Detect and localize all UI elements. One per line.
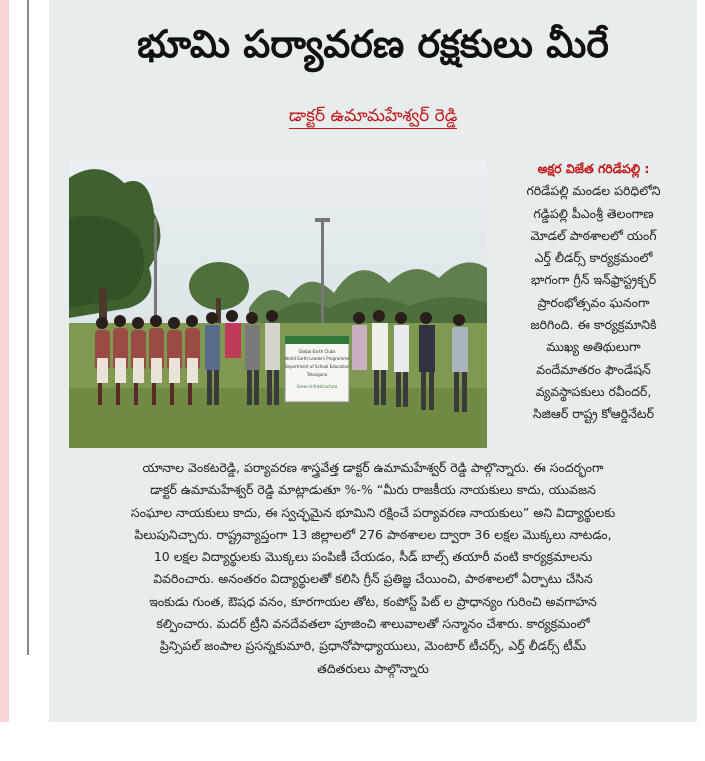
text-line: యానాల వెంకటరెడ్డి, పర్యావరణ శాస్త్రవేత్త డాక్టర్ ఉమామహేశ్వర్ రెడ్డి పాల్గొన్నారు. ఈ సందర్భంగా xyxy=(142,460,604,475)
text-line: సిజిఆర్ రాష్ట్ర కోఆర్డినేటర్ xyxy=(533,406,654,422)
banner-line-1: Global Earth Clubs xyxy=(298,349,336,354)
text-line: భాగంగా గ్రీన్ ఇన్‌ఫ్రాస్ట్రక్చర్ xyxy=(530,272,657,288)
text-line: జరిగింది. ఈ కార్యక్రమానికి xyxy=(530,317,657,333)
text-line: పిలుపునిచ్చారు. రాష్ట్రవ్యాప్తంగా 13 జిల్లాలలో 276 పాఠశాలల ద్వారా 36 లక్షల మొక్కలు నాటడం, xyxy=(134,526,612,542)
text-line: గడ్డిపల్లి పీఎంశ్రీ తెలంగాణ xyxy=(533,205,654,221)
news-clipping xyxy=(49,0,697,722)
banner-line-3: Department of School Education xyxy=(284,364,350,369)
banner-line-2: World Earth Leaders Programme xyxy=(284,356,350,361)
text-line: కల్పించారు. మదర్ ట్రీని వనదేవతలా పూజించి శాలువాలతో సన్మానం చేశారు. కార్యక్రమంలో xyxy=(156,616,590,632)
page-edge-strip xyxy=(0,0,9,722)
dateline: అక్షర విజేత గరిడేపల్లి : xyxy=(537,161,650,176)
text-line: ప్రారంభోత్సవం ఘనంగా xyxy=(537,294,650,310)
text-line: వందేమాతరం ఫౌండేషన్ xyxy=(536,361,651,377)
byline xyxy=(49,106,697,130)
margin-rule xyxy=(27,0,29,655)
cropped-top-text xyxy=(93,0,303,3)
text-line: ఎర్త్ లీడర్స్ కార్యక్రమంలో xyxy=(534,250,653,266)
text-line: ప్రిన్సిపల్ జంపాల ప్రసన్నకుమారి, ప్రధానోపాధ్యాయులు, మెంటార్ టీచర్స్, ఎర్త్ లీడర్స్ టీమ్ xyxy=(159,638,587,654)
article-body xyxy=(63,457,683,680)
text-line: తదితరులు పాల్గొన్నారు xyxy=(317,660,429,676)
byline-text: డాక్టర్ ఉమామహేశ్వర్ రెడ్డి xyxy=(289,106,458,129)
text-line: ముఖ్య అతిథులుగా xyxy=(546,339,641,355)
article-photo xyxy=(69,158,487,448)
text-line: 10 లక్షల విద్యార్థులకు మొక్కలు పంపిణీ చేయడం, సీడ్ బాల్స్ తయారీ వంటి కార్యక్రమాలను xyxy=(153,549,593,565)
column-text xyxy=(497,180,690,425)
text-line: సంఘాల నాయకులు కాదు, ఈ స్వచ్ఛమైన భూమిని రక్షించే పర్యావరణ నాయకులు” అని విద్యార్థులకు xyxy=(130,504,616,520)
article-column xyxy=(497,158,690,426)
text-line: వివరించారు. అనంతరం విద్యార్థులతో కలిసి గ్రీన్ ప్రతిజ్ఞ చేయించి, పాఠశాలలో ఏర్పాటు చేసిన xyxy=(153,571,593,587)
banner-line-4: Telangana xyxy=(306,372,328,377)
text-line: ఇంకుడు గుంత, ఔషధ వనం, కూరగాయల తోట, కంపోస్ట్ పిట్ ల ప్రాధాన్యం గురించి అవగాహన xyxy=(149,593,597,609)
event-banner xyxy=(284,336,350,402)
text-line: డాక్టర్ ఉమామహేశ్వర్ రెడ్డి మాట్లాడుతూ %-% “మీరు రాజకీయ నాయకులు కాదు, యువజన xyxy=(150,482,596,498)
headline: భూమి పర్యావరణ రక్షకులు మీరే xyxy=(137,22,609,66)
text-line: వ్యవస్థాపకులు రవీందర్, xyxy=(535,383,652,399)
banner-line-5: Green Infrastructure xyxy=(296,384,338,389)
text-line: గరిడేపల్లి మండల పరిధిలోని xyxy=(526,183,661,199)
text-line: మోడల్ పాఠశాలలో యంగ్ xyxy=(530,227,657,243)
